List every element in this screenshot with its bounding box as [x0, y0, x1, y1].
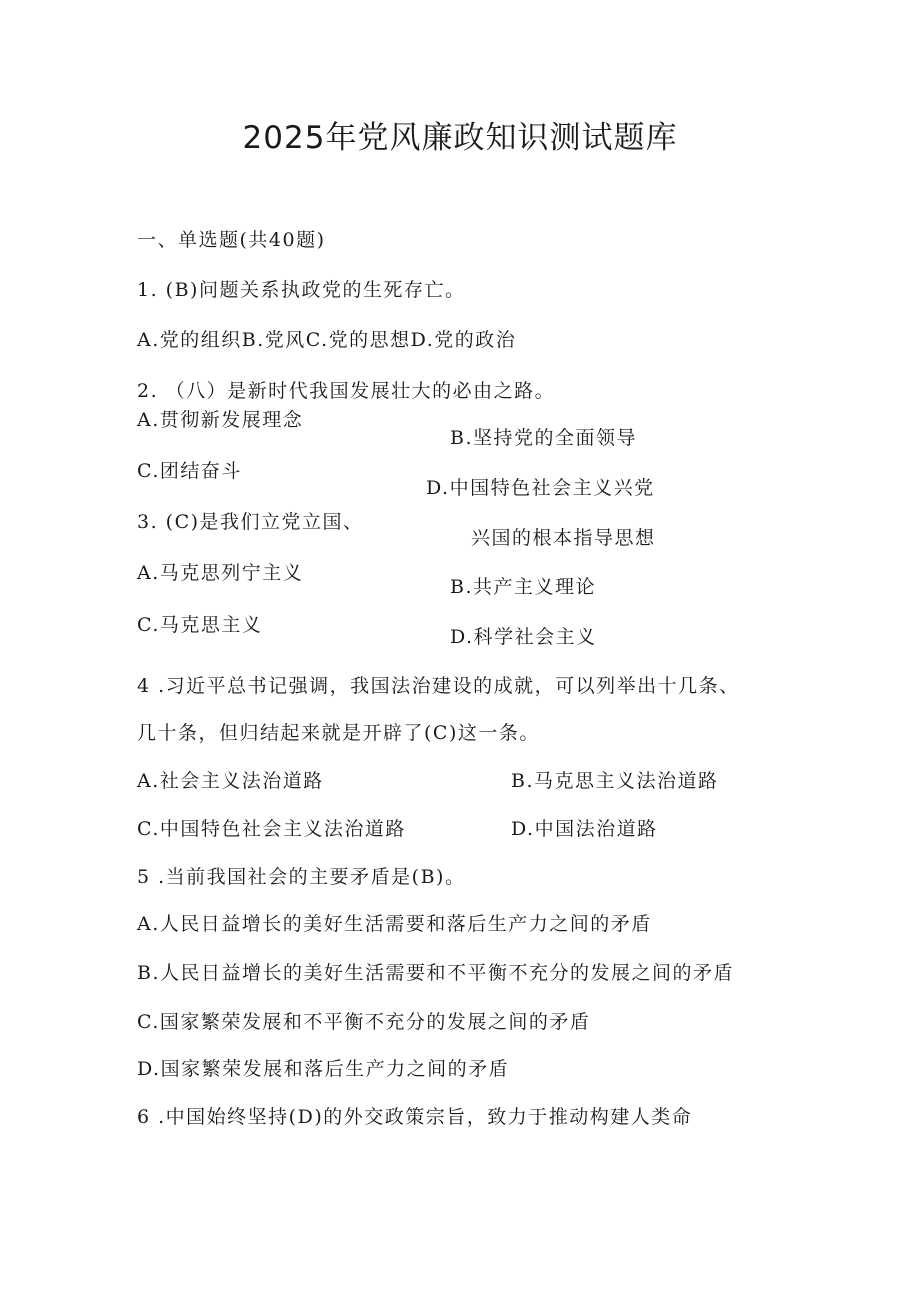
- question-2-option-c: C.团结奋斗: [137, 460, 242, 482]
- question-2-option-b: B.坚持党的全面领导: [450, 427, 638, 449]
- question-3-option-a: A.马克思列宁主义: [137, 562, 304, 584]
- question-3-option-d: D.科学社会主义: [450, 626, 597, 648]
- question-1-stem: 1. (B)问题关系执政党的生死存亡。: [137, 279, 466, 301]
- question-6-stem: 6 .中国始终坚持(D)的外交政策宗旨，致力于推动构建人类命: [137, 1106, 693, 1128]
- question-2-stem: 2. （八）是新时代我国发展壮大的必由之路。: [137, 380, 556, 402]
- document-title: 2025年党风廉政知识测试题库: [242, 120, 678, 156]
- question-4-option-b: B.马克思主义法治道路: [511, 770, 719, 792]
- question-5-option-c: C.国家繁荣发展和不平衡不充分的发展之间的矛盾: [137, 1011, 591, 1033]
- question-2-option-a: A.贯彻新发展理念: [137, 409, 304, 431]
- question-5-stem: 5 .当前我国社会的主要矛盾是(B)。: [137, 866, 466, 888]
- question-3-option-b: B.共产主义理论: [450, 576, 597, 598]
- question-4-stem-line-2: 几十条，但归结起来就是开辟了(C)这一条。: [137, 722, 540, 744]
- question-4-option-a: A.社会主义法治道路: [137, 770, 324, 792]
- question-3-stem-continued: 兴国的根本指导思想: [471, 527, 656, 549]
- question-4-option-c: C.中国特色社会主义法治道路: [137, 818, 406, 840]
- question-5-option-b: B.人民日益增长的美好生活需要和不平衡不充分的发展之间的矛盾: [137, 962, 735, 984]
- question-4-option-d: D.中国法治道路: [511, 818, 658, 840]
- question-4-stem-line-1: 4 .习近平总书记强调，我国法治建设的成就，可以列举出十几条、: [137, 675, 740, 697]
- question-3-stem: 3. (C)是我们立党立国、: [137, 511, 364, 533]
- section-heading: 一、单选题(共40题): [137, 229, 326, 251]
- question-5-option-a: A.人民日益增长的美好生活需要和落后生产力之间的矛盾: [137, 913, 652, 935]
- question-5-option-d: D.国家繁荣发展和落后生产力之间的矛盾: [137, 1058, 510, 1080]
- question-2-option-d: D.中国特色社会主义兴党: [426, 477, 655, 499]
- question-3-option-c: C.马克思主义: [137, 614, 263, 636]
- question-1-options: A.党的组织B.党风C.党的思想D.党的政治: [137, 329, 517, 351]
